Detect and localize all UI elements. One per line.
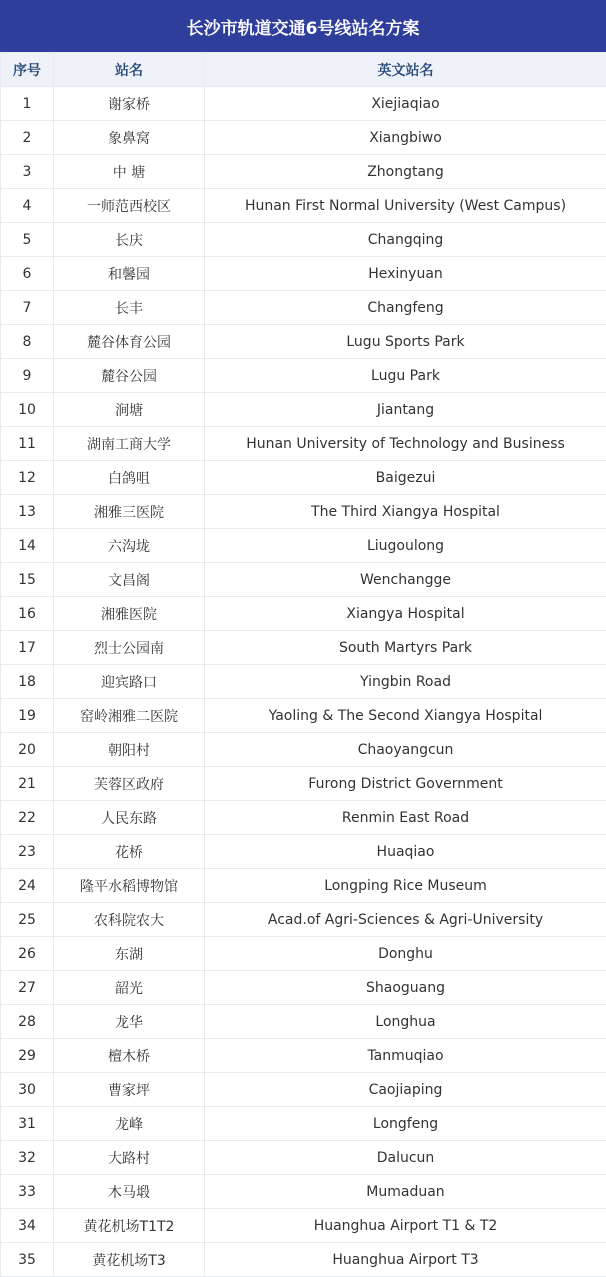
station-name: 白鸽咀 — [54, 461, 205, 495]
station-number: 32 — [1, 1141, 54, 1175]
station-english-name: Changqing — [205, 223, 606, 257]
table-row — [1, 1141, 606, 1175]
station-number: 2 — [1, 121, 54, 155]
station-english-name: Xiejiaqiao — [205, 87, 606, 121]
station-number: 22 — [1, 801, 54, 835]
station-english-name: Xiangbiwo — [205, 121, 606, 155]
station-name: 朝阳村 — [54, 733, 205, 767]
station-number: 26 — [1, 937, 54, 971]
table-row — [1, 835, 606, 869]
table-row — [1, 189, 606, 223]
station-name: 隆平水稻博物馆 — [54, 869, 205, 903]
table-row — [1, 1005, 606, 1039]
station-number: 13 — [1, 495, 54, 529]
station-english-name: Mumaduan — [205, 1175, 606, 1209]
station-number: 28 — [1, 1005, 54, 1039]
station-english-name: Hunan University of Technology and Business — [205, 427, 606, 461]
station-number: 6 — [1, 257, 54, 291]
station-name: 湘雅医院 — [54, 597, 205, 631]
table-row — [1, 563, 606, 597]
station-name: 湘雅三医院 — [54, 495, 205, 529]
station-english-name: Longfeng — [205, 1107, 606, 1141]
station-english-name: Donghu — [205, 937, 606, 971]
table-row — [1, 1039, 606, 1073]
station-english-name: Hexinyuan — [205, 257, 606, 291]
page-title: 长沙市轨道交通6号线站名方案 — [0, 0, 606, 52]
station-name: 龙峰 — [54, 1107, 205, 1141]
station-english-name: Tanmuqiao — [205, 1039, 606, 1073]
table-row — [1, 869, 606, 903]
table-row — [1, 529, 606, 563]
station-name: 檀木桥 — [54, 1039, 205, 1073]
table-row — [1, 1073, 606, 1107]
station-english-name: Jiantang — [205, 393, 606, 427]
station-name: 长庆 — [54, 223, 205, 257]
station-number: 7 — [1, 291, 54, 325]
station-name: 农科院农大 — [54, 903, 205, 937]
station-name: 大路村 — [54, 1141, 205, 1175]
station-english-name: Shaoguang — [205, 971, 606, 1005]
station-name: 中 塘 — [54, 155, 205, 189]
station-number: 10 — [1, 393, 54, 427]
station-english-name: Dalucun — [205, 1141, 606, 1175]
header-english-name: 英文站名 — [205, 53, 606, 87]
station-english-name: Lugu Park — [205, 359, 606, 393]
station-english-name: Furong District Government — [205, 767, 606, 801]
table-row — [1, 291, 606, 325]
table-row — [1, 971, 606, 1005]
table-row — [1, 325, 606, 359]
station-number: 11 — [1, 427, 54, 461]
station-number: 4 — [1, 189, 54, 223]
station-english-name: Longhua — [205, 1005, 606, 1039]
station-english-name: Changfeng — [205, 291, 606, 325]
station-english-name: Acad.of Agri-Sciences & Agri-University — [205, 903, 606, 937]
table-row — [1, 597, 606, 631]
station-name: 湖南工商大学 — [54, 427, 205, 461]
station-name: 木马塅 — [54, 1175, 205, 1209]
table-row — [1, 121, 606, 155]
table-row — [1, 767, 606, 801]
station-name: 韶光 — [54, 971, 205, 1005]
table-row — [1, 427, 606, 461]
table-row — [1, 733, 606, 767]
station-name: 人民东路 — [54, 801, 205, 835]
station-number: 14 — [1, 529, 54, 563]
station-number: 5 — [1, 223, 54, 257]
station-number: 19 — [1, 699, 54, 733]
station-name: 东湖 — [54, 937, 205, 971]
station-english-name: Huanghua Airport T3 — [205, 1243, 606, 1277]
header-station-name: 站名 — [54, 53, 205, 87]
station-number: 12 — [1, 461, 54, 495]
header-number: 序号 — [1, 53, 54, 87]
table-row — [1, 1175, 606, 1209]
table-row — [1, 665, 606, 699]
station-number: 1 — [1, 87, 54, 121]
station-number: 23 — [1, 835, 54, 869]
station-number: 17 — [1, 631, 54, 665]
station-english-name: Caojiaping — [205, 1073, 606, 1107]
station-name: 涧塘 — [54, 393, 205, 427]
station-number: 8 — [1, 325, 54, 359]
station-number: 29 — [1, 1039, 54, 1073]
table-row — [1, 87, 606, 121]
station-number: 20 — [1, 733, 54, 767]
station-number: 21 — [1, 767, 54, 801]
station-name: 和馨园 — [54, 257, 205, 291]
station-name: 六沟垅 — [54, 529, 205, 563]
station-name: 窑岭湘雅二医院 — [54, 699, 205, 733]
table-row — [1, 223, 606, 257]
station-number: 31 — [1, 1107, 54, 1141]
station-english-name: The Third Xiangya Hospital — [205, 495, 606, 529]
station-number: 27 — [1, 971, 54, 1005]
station-name: 象鼻窝 — [54, 121, 205, 155]
station-english-name: Huanghua Airport T1 & T2 — [205, 1209, 606, 1243]
table-row — [1, 1243, 606, 1277]
station-name: 芙蓉区政府 — [54, 767, 205, 801]
station-number: 3 — [1, 155, 54, 189]
station-english-name: Hunan First Normal University (West Campus) — [205, 189, 606, 223]
station-name: 一师范西校区 — [54, 189, 205, 223]
table-row — [1, 359, 606, 393]
station-name: 迎宾路口 — [54, 665, 205, 699]
station-english-name: Yaoling & The Second Xiangya Hospital — [205, 699, 606, 733]
station-english-name: Chaoyangcun — [205, 733, 606, 767]
station-english-name: Longping Rice Museum — [205, 869, 606, 903]
station-english-name: Zhongtang — [205, 155, 606, 189]
station-number: 15 — [1, 563, 54, 597]
station-number: 34 — [1, 1209, 54, 1243]
station-english-name: Lugu Sports Park — [205, 325, 606, 359]
station-english-name: Yingbin Road — [205, 665, 606, 699]
station-number: 30 — [1, 1073, 54, 1107]
station-name: 谢家桥 — [54, 87, 205, 121]
table-row — [1, 699, 606, 733]
table-row — [1, 903, 606, 937]
table-row — [1, 393, 606, 427]
station-english-name: Renmin East Road — [205, 801, 606, 835]
station-table-body — [1, 87, 606, 1277]
table-row — [1, 937, 606, 971]
station-number: 16 — [1, 597, 54, 631]
station-number: 35 — [1, 1243, 54, 1277]
table-row — [1, 155, 606, 189]
station-english-name: Wenchangge — [205, 563, 606, 597]
station-english-name: Liugoulong — [205, 529, 606, 563]
station-name: 黄花机场T3 — [54, 1243, 205, 1277]
station-number: 33 — [1, 1175, 54, 1209]
station-number: 18 — [1, 665, 54, 699]
table-row — [1, 461, 606, 495]
station-name: 麓谷公园 — [54, 359, 205, 393]
station-number: 9 — [1, 359, 54, 393]
table-row — [1, 631, 606, 665]
table-row — [1, 257, 606, 291]
station-name: 烈士公园南 — [54, 631, 205, 665]
table-row — [1, 801, 606, 835]
station-english-name: Baigezui — [205, 461, 606, 495]
station-english-name: Xiangya Hospital — [205, 597, 606, 631]
station-table — [0, 52, 606, 1277]
station-english-name: Huaqiao — [205, 835, 606, 869]
station-name: 龙华 — [54, 1005, 205, 1039]
station-number: 24 — [1, 869, 54, 903]
station-name: 曹家坪 — [54, 1073, 205, 1107]
table-row — [1, 495, 606, 529]
table-row — [1, 1107, 606, 1141]
station-name: 文昌阁 — [54, 563, 205, 597]
station-number: 25 — [1, 903, 54, 937]
station-english-name: South Martyrs Park — [205, 631, 606, 665]
station-name: 花桥 — [54, 835, 205, 869]
table-row — [1, 1209, 606, 1243]
table-header-row — [1, 53, 606, 87]
station-name: 麓谷体育公园 — [54, 325, 205, 359]
station-name: 黄花机场T1T2 — [54, 1209, 205, 1243]
station-name: 长丰 — [54, 291, 205, 325]
